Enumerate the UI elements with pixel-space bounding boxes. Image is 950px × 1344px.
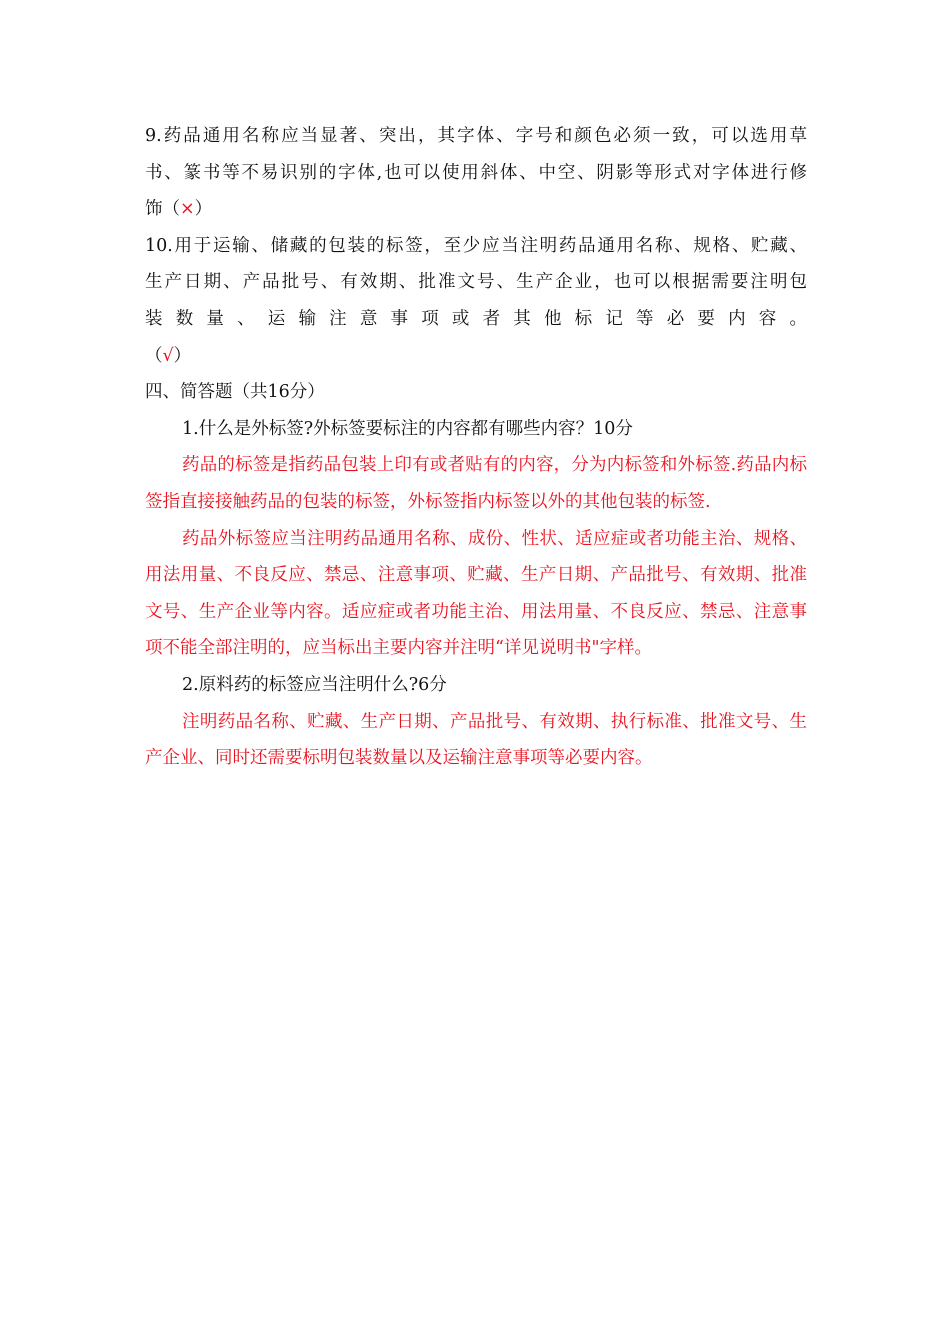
q10-answer-mark: √ bbox=[162, 345, 174, 366]
q9-open-paren: （ bbox=[162, 199, 180, 220]
q10-open-paren: （ bbox=[145, 345, 163, 366]
q10-line-1: 10.用于运输、储藏的包装的标签，至少应当注明药品通用名称、规格、贮藏、 bbox=[145, 235, 807, 256]
tf-question-9 bbox=[145, 118, 807, 228]
document-page bbox=[145, 118, 807, 777]
q9-line-3 bbox=[145, 191, 807, 228]
q9-close-paren: ） bbox=[194, 199, 213, 220]
q9-line-3-text: 饰 bbox=[145, 199, 163, 220]
q2-answer: 注明药品名称、贮藏、生产日期、产品批号、有效期、执行标准、批准文号、生产企业、同时还需要标明包装数量以及运输注意事项等必要内容。 bbox=[145, 711, 807, 769]
q10-line-4 bbox=[145, 338, 807, 375]
q2-question: 2.原料药的标签应当注明什么?6分 bbox=[182, 674, 447, 695]
q10-line-3: 装数量、运输注意事项或者其他标记等必要内容。 bbox=[145, 308, 807, 329]
q10-close-paren: ） bbox=[173, 345, 192, 366]
q9-line-2: 书、篆书等不易识别的字体,也可以使用斜体、中空、阴影等形式对字体进行修 bbox=[145, 162, 807, 183]
q10-line-2: 生产日期、产品批号、有效期、批准文号、生产企业，也可以根据需要注明包 bbox=[145, 272, 807, 293]
q1-question: 1.什么是外标签?外标签要标注的内容都有哪些内容？10分 bbox=[182, 418, 633, 439]
q9-answer-mark: × bbox=[180, 199, 195, 220]
q1-answer-para-2: 药品外标签应当注明药品通用名称、成份、性状、适应症或者功能主治、规格、用法用量、不良反应、禁忌、注意事项、贮藏、生产日期、产品批号、有效期、批准文号、生产企业等内容。适应症或者功能主治、用法用量、不良反应、禁忌、注意事项不能全部注明的，应当标出主要内容并注明“详见说明书"字样。 bbox=[145, 528, 807, 659]
q9-line-1: 9.药品通用名称应当显著、突出，其字体、字号和颜色必须一致，可以选用草 bbox=[145, 126, 807, 146]
q1-answer-para-1: 药品的标签是指药品包装上印有或者贴有的内容，分为内标签和外标签.药品内标签指直接接触药品的包装的标签，外标签指内标签以外的其他包装的标签. bbox=[145, 455, 807, 512]
section-heading: 四、简答题（共16分） bbox=[145, 382, 325, 403]
tf-question-10 bbox=[145, 228, 807, 374]
